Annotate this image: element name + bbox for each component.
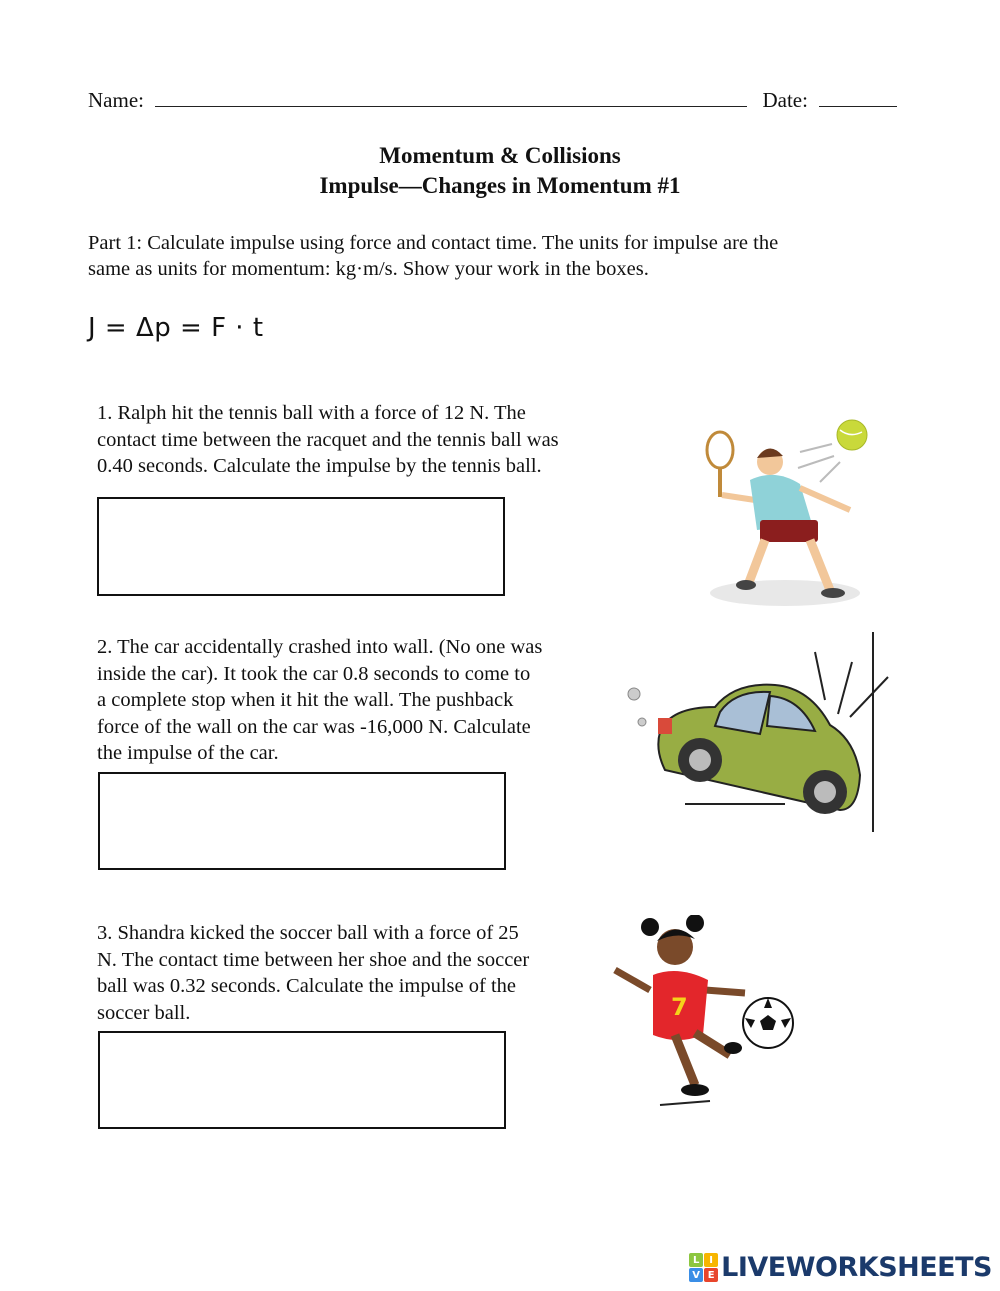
- question-line: a complete stop when it hit the wall. The pushback: [97, 689, 514, 711]
- tennis-player-illustration: [660, 400, 900, 610]
- name-field[interactable]: [155, 88, 747, 107]
- liveworksheets-wordmark: LIVEWORKSHEETS: [721, 1252, 992, 1283]
- question-line: force of the wall on the car was -16,000 N. Calculate: [97, 715, 531, 738]
- logo-letter: I: [704, 1253, 718, 1267]
- answer-box-1[interactable]: [97, 497, 505, 596]
- date-field[interactable]: [819, 88, 897, 107]
- svg-text:7: 7: [671, 993, 688, 1021]
- question-line: 3. Shandra kicked the soccer ball with a force of 25: [97, 922, 519, 944]
- impulse-formula: J = Δp = F · t: [88, 313, 264, 343]
- question-line: soccer ball.: [97, 1001, 191, 1024]
- instructions-line: Part 1: Calculate impulse using force and contact time. The units for impulse are the: [88, 232, 779, 254]
- worksheet-subtitle: Impulse—Changes in Momentum #1: [319, 173, 681, 198]
- question-line: 2. The car accidentally crashed into wall. (No one was: [97, 636, 543, 658]
- liveworksheets-logo: [689, 1252, 992, 1283]
- instructions-line: same as units for momentum: kg·m/s. Show your work in the boxes.: [88, 258, 649, 280]
- worksheet-title: Momentum & Collisions: [379, 143, 621, 168]
- name-label: Name:: [88, 88, 144, 112]
- name-date-row: [88, 88, 897, 113]
- logo-letter: V: [689, 1268, 703, 1282]
- soccer-girl-illustration: [605, 915, 800, 1110]
- logo-letter: L: [689, 1253, 703, 1267]
- question-2: [97, 634, 597, 767]
- question-1: [97, 400, 627, 480]
- question-line: 0.40 seconds. Calculate the impulse by the tennis ball.: [97, 455, 542, 477]
- date-label: Date:: [762, 88, 808, 112]
- question-line: ball was 0.32 seconds. Calculate the impulse of the: [97, 975, 517, 997]
- question-line: inside the car). It took the car 0.8 seconds to come to: [97, 662, 531, 685]
- question-line: 1. Ralph hit the tennis ball with a force of 12 N. The: [97, 402, 526, 424]
- question-3: [97, 920, 597, 1026]
- car-crash-illustration: [620, 632, 900, 837]
- answer-box-2[interactable]: [98, 772, 506, 870]
- question-line: N. The contact time between her shoe and the soccer: [97, 948, 530, 971]
- logo-letter: E: [704, 1268, 718, 1282]
- question-line: contact time between the racquet and the tennis ball was: [97, 428, 559, 451]
- instructions: [88, 230, 888, 282]
- live-logo-icon: [689, 1253, 718, 1282]
- answer-box-3[interactable]: [98, 1031, 506, 1129]
- question-line: the impulse of the car.: [97, 742, 279, 764]
